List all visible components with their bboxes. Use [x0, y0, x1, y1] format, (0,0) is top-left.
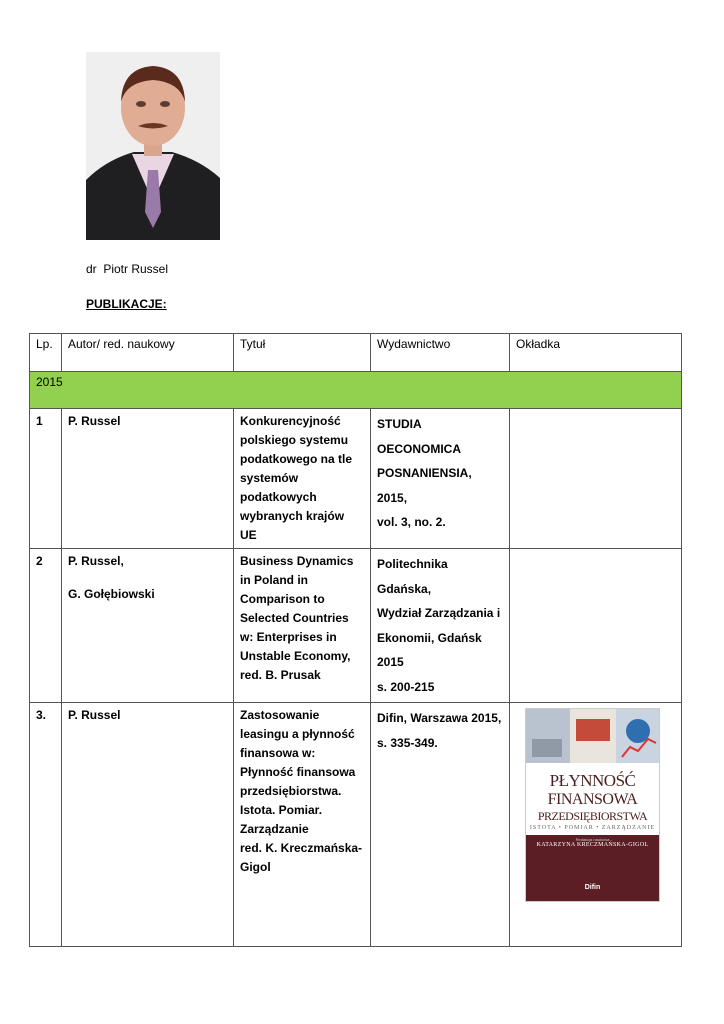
cover-art: [526, 709, 659, 763]
publications-table: [29, 333, 682, 947]
row-cover: [510, 549, 682, 703]
publisher-line: Politechnika Gdańska,: [377, 557, 448, 596]
row-title: Business Dynamics in Poland in Comparison to Selected Countries w: Enterprises in Unstable Economy, red. B. Prusak: [234, 549, 371, 703]
cover-editor-label: Redakcja naukowa: [575, 837, 610, 842]
row-cover: [510, 703, 682, 947]
cover-title-line: PŁYNNOŚĆ: [549, 771, 636, 790]
row-publisher: [371, 549, 510, 703]
publisher-line: 2015: [377, 655, 404, 669]
table-row: [30, 703, 682, 947]
section-title: PUBLIKACJE:: [86, 297, 167, 311]
row-authors: [62, 549, 234, 703]
table-row: [30, 409, 682, 549]
cover-editor: KATARZYNA KRECZMAŃSKA-GIGOL: [536, 842, 649, 848]
row-authors: [62, 409, 234, 549]
table-row: [30, 549, 682, 703]
row-authors: [62, 703, 234, 947]
publisher-line: STUDIA OECONOMICA: [377, 417, 461, 456]
publisher-line: s. 335-349.: [377, 735, 438, 750]
cover-bottom-band: [526, 835, 659, 901]
cover-subtitle: ISTOTA • POMIAR • ZARZĄDZANIE: [529, 825, 656, 831]
publisher-line: s. 200-215: [377, 679, 435, 694]
column-header: Autor/ red. naukowy: [62, 334, 234, 372]
book-cover-image: [525, 708, 660, 902]
title-text: Zastosowanie leasingu a płynność finansowa w: Płynność finansowa przedsiębiorstwa. Istota. Pomiar. Zarządzanie: [240, 708, 356, 836]
cover-title-line: PRZEDSIĘBIORSTWA: [537, 809, 648, 823]
row-cover: [510, 409, 682, 549]
publisher-line: Difin, Warszawa 2015,: [377, 711, 502, 725]
author-photo: [86, 52, 220, 240]
row-publisher: [371, 409, 510, 549]
publisher-line: POSNANIENSIA, 2015,: [377, 466, 472, 505]
row-number: 3.: [30, 703, 62, 947]
column-header: Wydawnictwo: [371, 334, 510, 372]
author-name: dr Piotr Russel: [86, 262, 169, 276]
title-editor: red. K. Kreczmańska-Gigol: [240, 841, 363, 874]
cover-title-line: FINANSOWA: [547, 791, 638, 808]
column-header: Okładka: [510, 334, 682, 372]
row-title: [234, 703, 371, 947]
row-number: 1: [30, 409, 62, 549]
row-title: Konkurencyjność polskiego systemu podatkowego na tle systemów podatkowych wybranych krajów UE: [234, 409, 371, 549]
publisher-line: Ekonomii, Gdańsk: [377, 630, 482, 645]
author-entry: P. Russel,: [68, 554, 124, 568]
column-header: Lp.: [30, 334, 62, 372]
publisher-line: Wydział Zarządzania i: [377, 606, 501, 620]
cover-publisher-logo: Difin: [584, 884, 601, 891]
table-header-row: [30, 334, 682, 372]
year-row: [30, 372, 682, 409]
author-entry: P. Russel: [68, 414, 121, 428]
year-label: 2015: [30, 372, 682, 409]
publisher-line: vol. 3, no. 2.: [377, 515, 446, 529]
column-header: Tytuł: [234, 334, 371, 372]
row-publisher: [371, 703, 510, 947]
row-number: 2: [30, 549, 62, 703]
author-entry: P. Russel: [68, 708, 121, 722]
author-entry: G. Gołębiowski: [68, 587, 155, 601]
